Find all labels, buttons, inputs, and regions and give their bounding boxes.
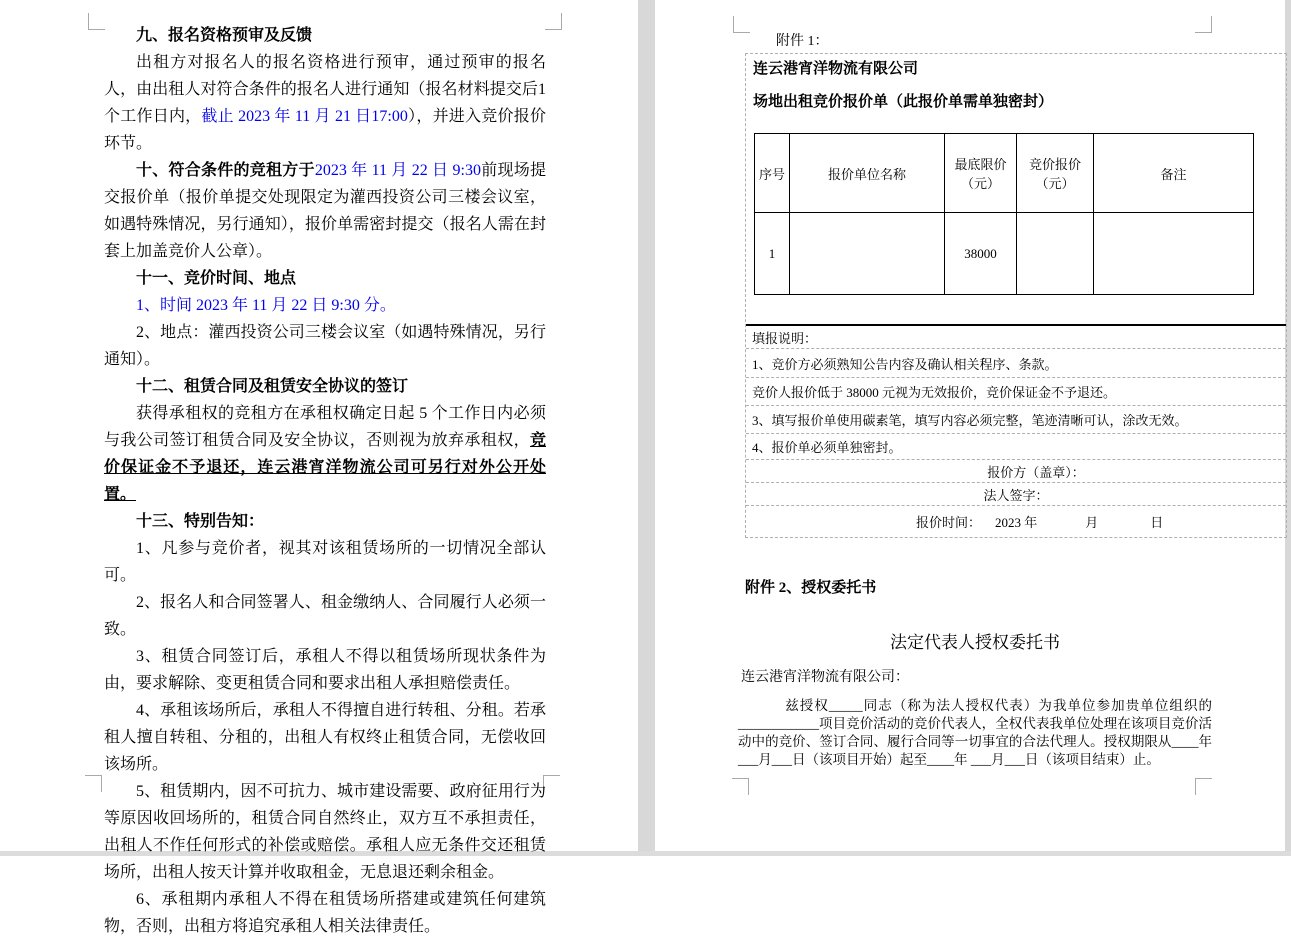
poa-title: 法定代表人授权委托书: [890, 633, 1060, 652]
instruction-row: [746, 405, 1286, 433]
paragraph: [104, 319, 546, 373]
instruction-text: 3、填写报价单使用碳素笔，填写内容必须完整，笔迹清晰可认，涂改无效。: [752, 413, 1188, 428]
text-run: ），并进入竞价报价环节。: [104, 108, 546, 152]
paragraph: [104, 49, 546, 157]
paragraph: [104, 508, 546, 535]
text-run: 6、承租期内承租人不得在租赁场所搭建或建筑任何建筑物，否则，出租方将追究承租人相关法律责任。: [104, 891, 546, 935]
poa-addressee: 连云港宵洋物流有限公司：: [741, 670, 909, 685]
text-run: 十一、竞价时间、地点: [136, 270, 297, 287]
text-run: 前现场提交报价单（报价单提交处现限定为灌西投资公司三楼会议室，如遇特殊情况，另行通知），报价单需密封提交（报名人需在封套上加盖竞价人公章）。: [104, 162, 546, 260]
quote-time-label: 报价时间：: [916, 515, 982, 530]
quote-table-cell: [746, 123, 1286, 324]
margin-corner-mark: [545, 13, 562, 30]
table-cell: 1: [755, 213, 790, 295]
document-page-left[interactable]: [0, 0, 638, 935]
text-run: 4、承租该场所后，承租人不得擅自进行转租、分租。若承租人擅自转租、分租的，出租人有权终止租赁合同，无偿收回该场所。: [104, 702, 546, 773]
text-run: 十二、租赁合同及租赁安全协议的签订: [136, 378, 409, 395]
table-cell: 38000: [945, 213, 1017, 295]
attachment1-label: 附件 1：: [776, 34, 829, 49]
table-cell: [1017, 213, 1094, 295]
instruction-row: [746, 348, 1286, 377]
notice-body-text: [104, 22, 546, 940]
instruction-row: [746, 433, 1286, 459]
paragraph: [104, 157, 546, 265]
text-run: 竞价保证金不予退还，连云港宵洋物流公司可另行对外公开处置。: [104, 432, 546, 503]
paragraph: [104, 697, 546, 778]
paragraph: [104, 292, 546, 319]
text-run: 获得承租权的竞租方在承租权确定日起 5 个工作日内必须与我公司签订租赁合同及安全协议，否则视为放弃承租权，: [104, 405, 546, 449]
text-run: 2、报名人和合同签署人、租金缴纳人、合同履行人必须一致。: [104, 594, 546, 638]
text-run: 出租方对报名人的报名资格进行预审，通过预审的报名人，由出租人对符合条件的报名人进行通知（报名材料提交后1 个工作日内，: [104, 54, 546, 125]
text-run: 十三、特别告知：: [136, 513, 265, 530]
page-gutter: [638, 0, 655, 856]
text-run: 5、租赁期内，因不可抗力、城市建设需要、政府征用行为等原因收回场所的，租赁合同自然终止，双方互不承担责任，出租人不作任何形式的补偿或赔偿。承租人应无条件交还租赁场所，出租人按天计算并收取租金，无息退还剩余租金。: [104, 783, 546, 881]
company-name: 连云港宵洋物流有限公司: [753, 61, 919, 77]
paragraph: [104, 265, 546, 292]
paragraph: [104, 643, 546, 697]
paragraph: [104, 886, 546, 940]
table-header-cell: 竞价报价（元）: [1017, 134, 1094, 213]
paragraph: [104, 373, 546, 400]
margin-corner-mark: [88, 13, 105, 30]
table-cell: [1094, 213, 1254, 295]
table-header-cell: 最底限价（元）: [945, 134, 1017, 213]
table-header-cell: 报价单位名称: [790, 134, 945, 213]
text-run: 九、报名资格预审及反馈: [136, 27, 313, 44]
quote-form: [745, 53, 1287, 538]
table-cell: [790, 213, 945, 295]
quote-time-year: 2023 年: [995, 515, 1038, 530]
text-run: 2、地点：灌西投资公司三楼会议室（如遇特殊情况，另行通知）。: [104, 324, 546, 368]
paragraph: [104, 22, 546, 49]
quoter-seal-row: [746, 459, 1286, 482]
text-run: 1、时间 2023 年 11 月 22 日 9:30 分。: [136, 297, 396, 314]
text-run: 2023 年 11 月 22 日 9:30: [314, 162, 481, 179]
quote-time-day: 日: [1150, 515, 1164, 530]
form-title: 场地出租竞价报价单（此报价单需单独密封）: [753, 94, 1054, 110]
quote-time-month: 月: [1085, 515, 1099, 530]
table-header-cell: 序号: [755, 134, 790, 213]
text-run: 1、凡参与竞价者，视其对该租赁场所的一切情况全部认可。: [104, 540, 546, 584]
instructions-title: 填报说明：: [752, 330, 818, 346]
quote-form-title-cell: [746, 54, 1286, 123]
quote-time-row: [746, 505, 1286, 537]
margin-corner-mark: [733, 16, 750, 33]
margin-corner-mark: [1195, 778, 1212, 795]
margin-corner-mark: [732, 778, 749, 795]
paragraph: [104, 535, 546, 589]
instruction-text: 1、竞价方必须熟知公告内容及确认相关程序、条款。: [752, 356, 1058, 372]
paragraph: [104, 778, 546, 886]
quoter-seal-label: 报价方（盖章）：: [987, 464, 1085, 480]
margin-corner-mark: [85, 775, 102, 792]
paragraph: [104, 589, 546, 643]
text-run: 截止 2023 年 11 月 21 日17:00: [201, 108, 408, 125]
text-run: 十、符合条件的竞租方于: [136, 162, 315, 179]
legal-sign-row: [746, 482, 1286, 505]
table-row: [755, 213, 1254, 295]
instruction-text: 竞价人报价低于 38000 元视为无效报价，竞价保证金不予退还。: [752, 385, 1117, 400]
legal-sign-label: 法人签字：: [983, 487, 1049, 503]
table-header-cell: 备注: [1094, 134, 1254, 213]
instructions-title-row: [746, 324, 1286, 348]
instruction-text: 4、报价单必须单独密封。: [752, 440, 902, 455]
text-run: 3、租赁合同签订后，承租人不得以租赁场所现状条件为由，要求解除、变更租赁合同和要求出租人承担赔偿责任。: [104, 648, 546, 692]
paragraph: [104, 400, 546, 508]
attachment2-label: 附件 2、授权委托书: [745, 580, 877, 596]
instruction-row: [746, 377, 1286, 405]
poa-body: 兹授权_____同志（称为法人授权代表）为我单位参加贵单位组织的____________项目竞价活动的竞价代表人，全权代表我单位处理在该项目竞价活动中的竞价、签订合同、履行合同等一切事宜的合法代理人。授权期限从____年___月___日（该项目开始）起至____年 ___月___日（该项目结束）止。: [738, 698, 1212, 767]
quote-table: [754, 133, 1254, 295]
margin-corner-mark: [1195, 16, 1212, 33]
